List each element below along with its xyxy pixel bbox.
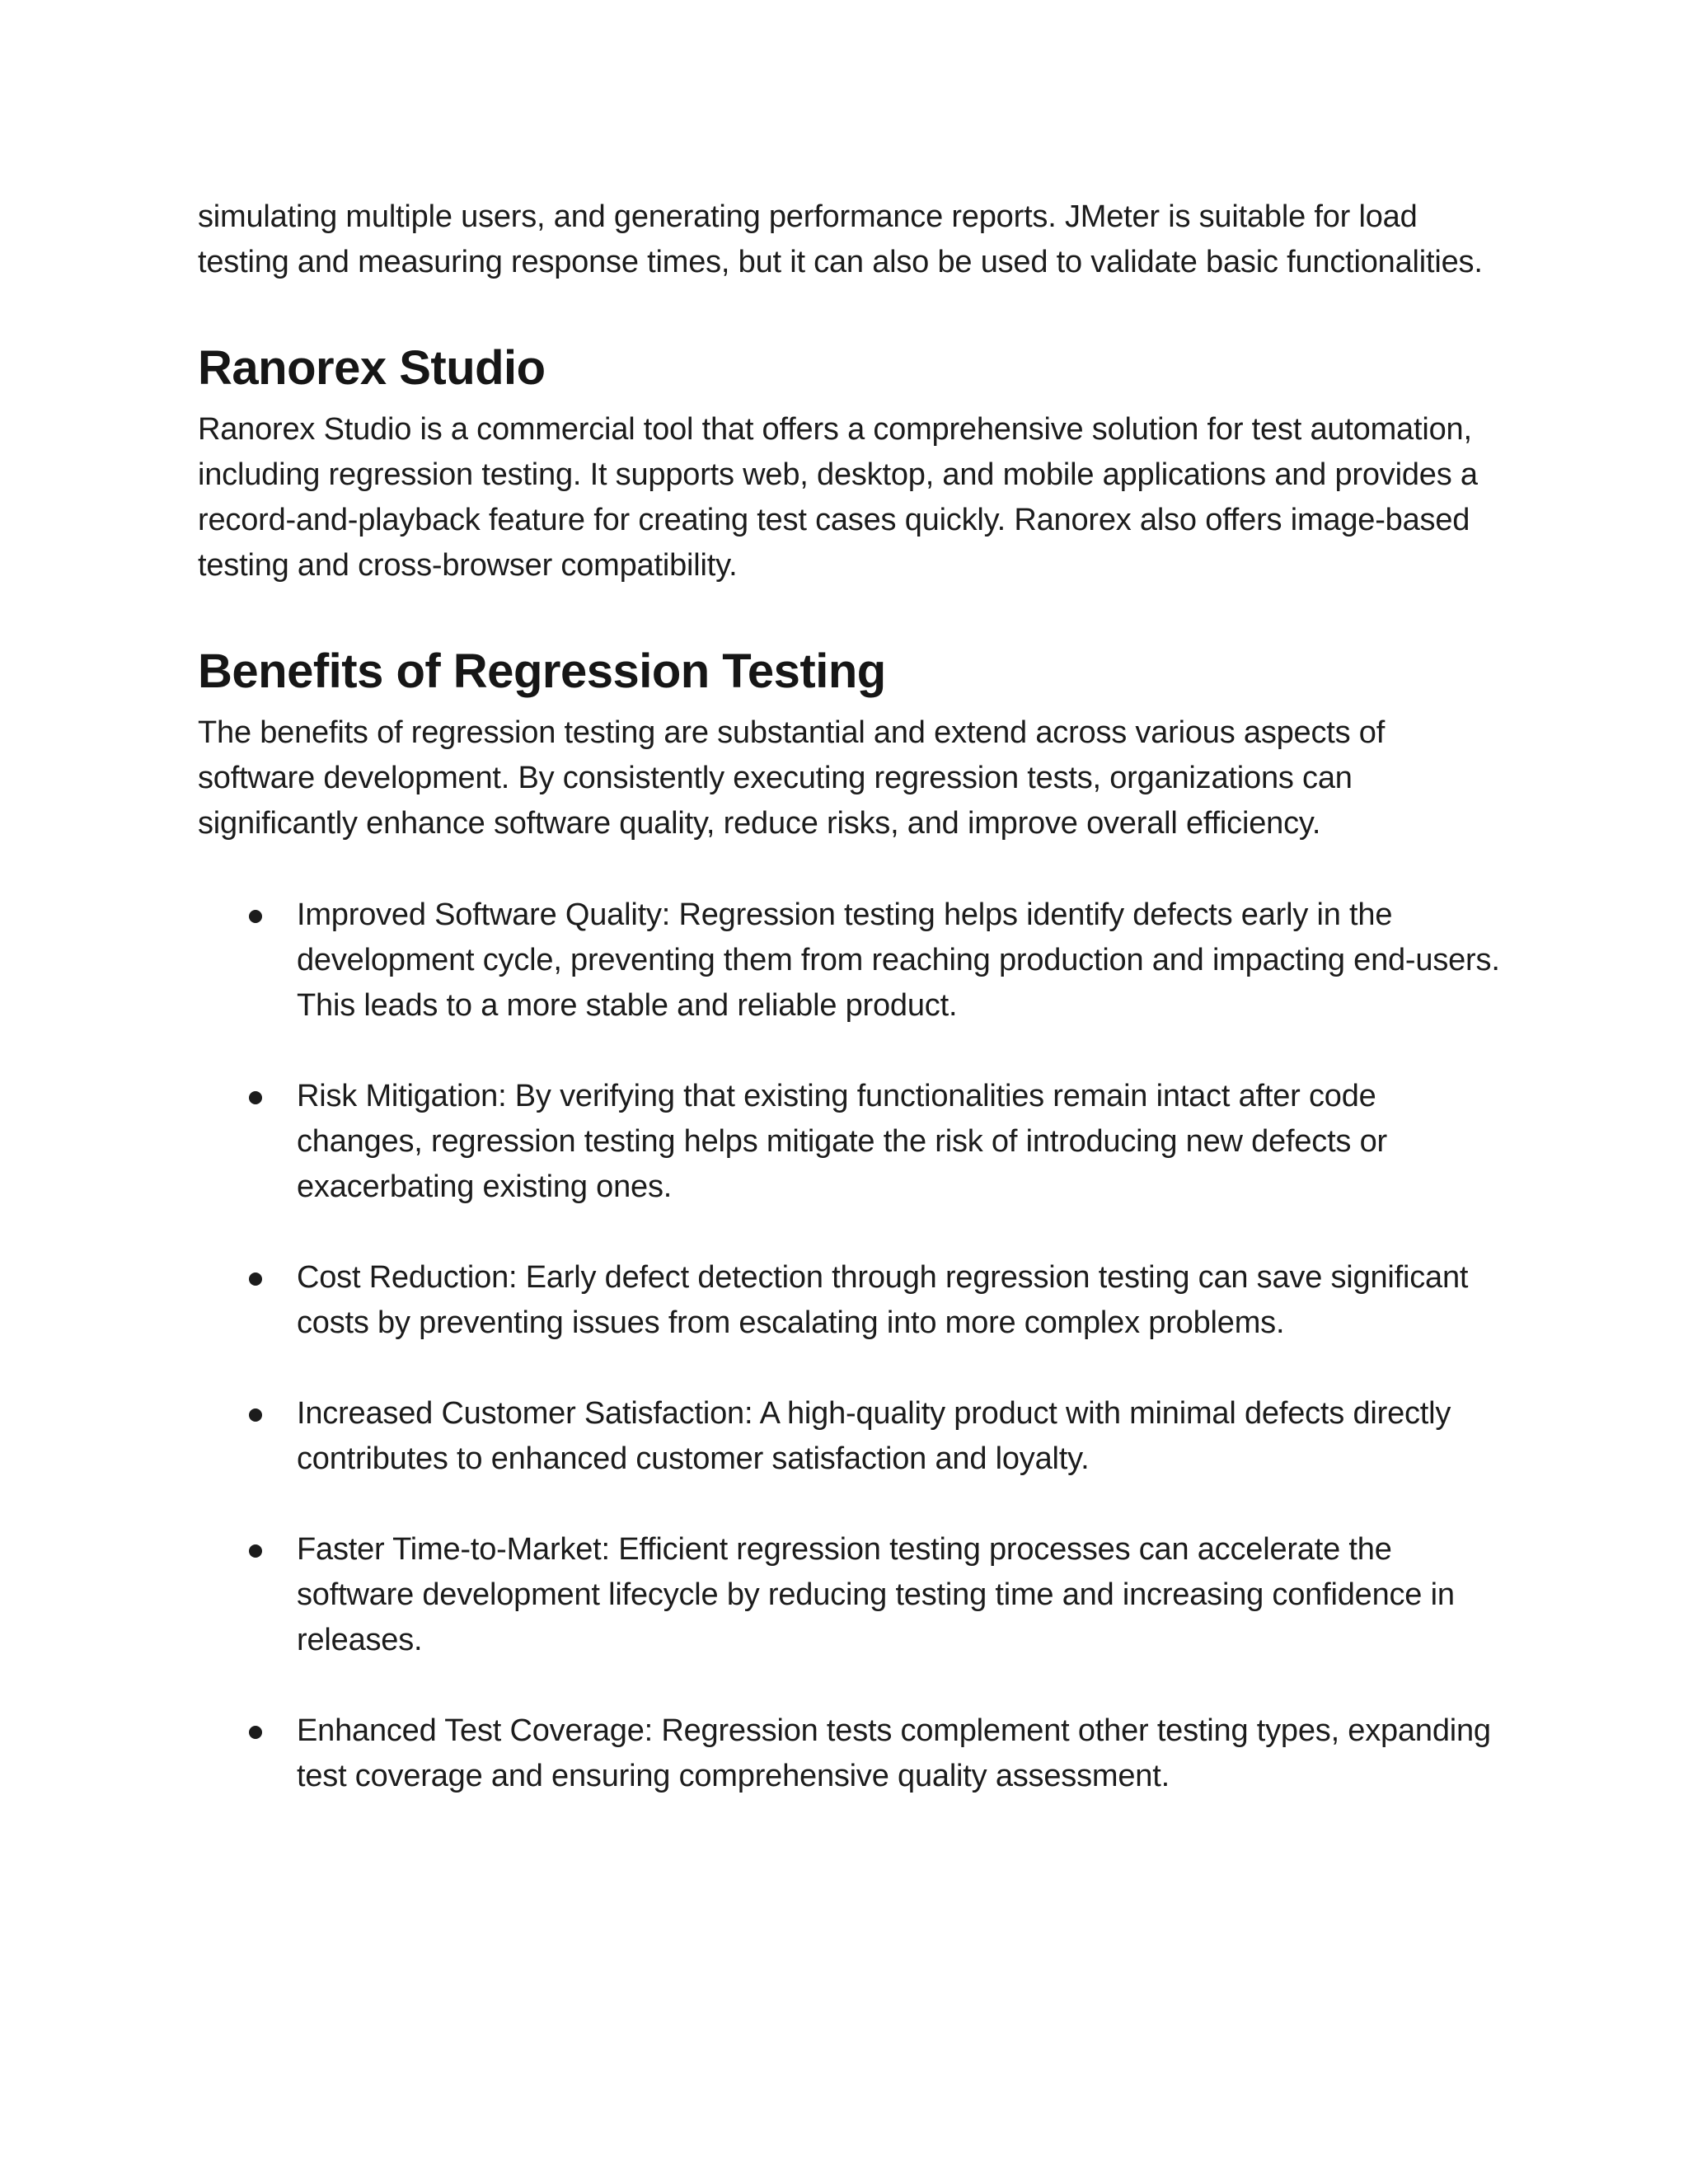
list-item-text: Enhanced Test Coverage: Regression tests complement other testing types, expanding test coverage and ensuring comprehensive quality assessment.	[297, 1713, 1491, 1793]
list-item-text: Improved Software Quality: Regression testing helps identify defects early in the development cycle, preventing them from reaching production and impacting end-users. This leads to a more stable and reliable product.	[297, 898, 1500, 1023]
list-item-text: Increased Customer Satisfaction: A high-quality product with minimal defects directly contributes to enhanced customer satisfaction and loyalty.	[297, 1396, 1451, 1476]
intro-paragraph: simulating multiple users, and generating performance reports. JMeter is suitable for load testing and measuring response times, but it can also be used to validate basic functionalities.	[198, 199, 1483, 279]
list-item-text: Cost Reduction: Early defect detection through regression testing can save significant costs by preventing issues from escalating into more complex problems.	[297, 1260, 1469, 1340]
list-item	[198, 893, 1500, 1029]
bullet-icon	[249, 1544, 262, 1558]
benefits-list	[198, 893, 1500, 1799]
document-page	[198, 194, 1500, 1844]
list-item	[198, 1391, 1500, 1482]
bullet-icon	[249, 1091, 262, 1104]
list-item	[198, 1255, 1500, 1346]
bullet-icon	[249, 910, 262, 923]
list-item	[198, 1527, 1500, 1663]
benefits-paragraph: The benefits of regression testing are substantial and extend across various aspects of software development. By consistently executing regression tests, organizations can significantly enhance software quality, reduce risks, and improve overall efficiency.	[198, 715, 1386, 841]
bullet-icon	[249, 1408, 262, 1422]
ranorex-paragraph: Ranorex Studio is a commercial tool that offers a comprehensive solution for test automation, including regression testing. It supports web, desktop, and mobile applications and provides a record-and-playback feature for creating test cases quickly. Ranorex also offers image-based testing and cross-browser compatibility.	[198, 412, 1478, 583]
list-item	[198, 1708, 1500, 1799]
bullet-icon	[249, 1272, 262, 1286]
bullet-icon	[249, 1726, 262, 1739]
list-item-text: Faster Time-to-Market: Efficient regression testing processes can accelerate the software development lifecycle by reducing testing time and increasing confidence in releases.	[297, 1532, 1455, 1657]
benefits-heading: Benefits of Regression Testing	[198, 644, 886, 698]
list-item-text: Risk Mitigation: By verifying that existing functionalities remain intact after code changes, regression testing helps mitigate the risk of introducing new defects or exacerbating existing ones.	[297, 1079, 1387, 1204]
ranorex-heading: Ranorex Studio	[198, 341, 546, 395]
list-item	[198, 1074, 1500, 1210]
